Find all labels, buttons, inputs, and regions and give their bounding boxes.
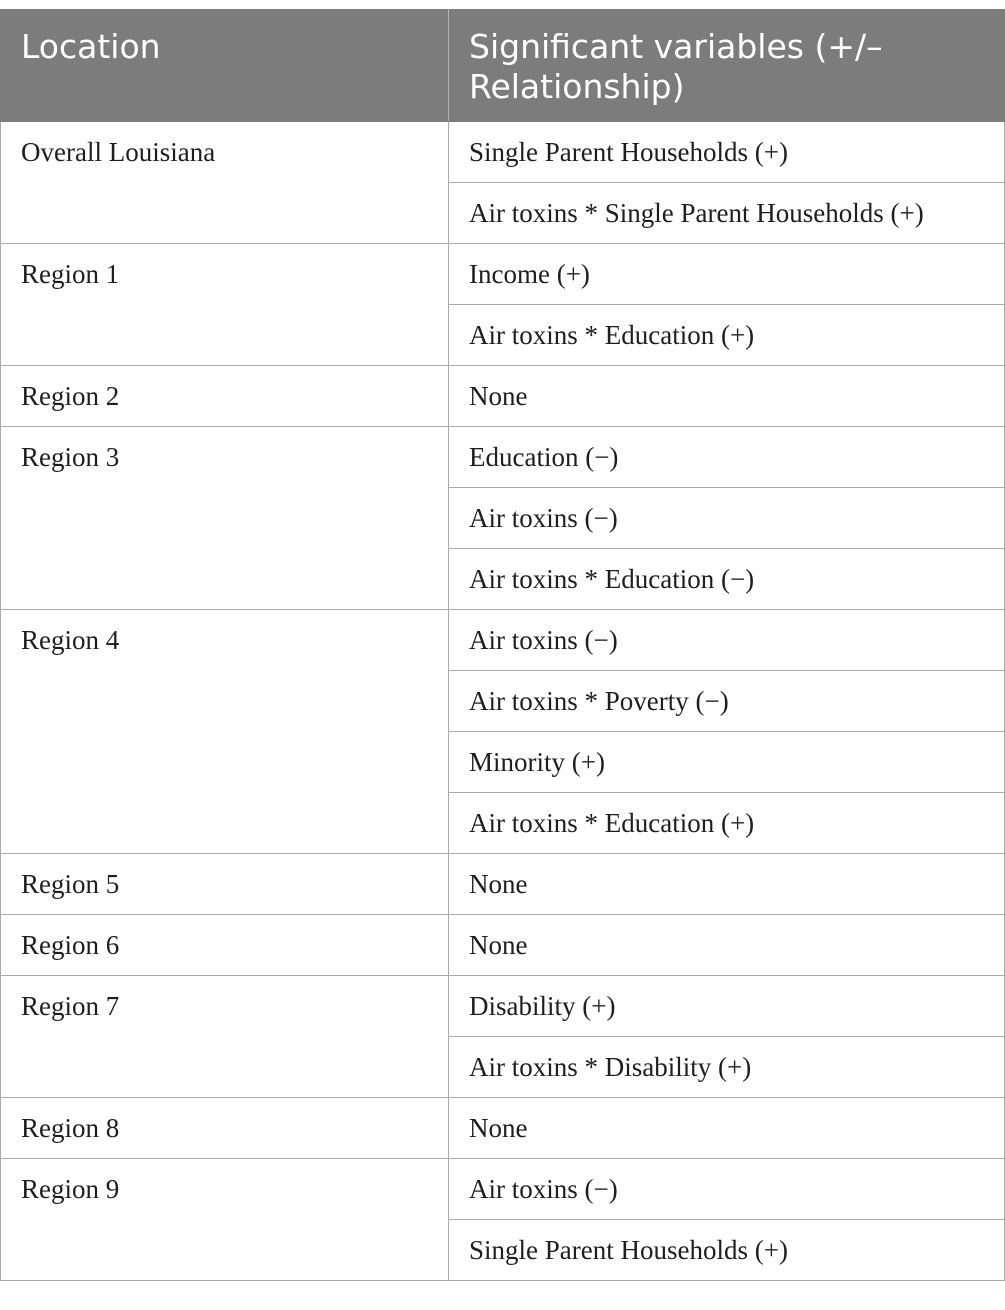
variable-cell: Minority (+) xyxy=(449,732,1005,793)
table-row xyxy=(1,610,1005,671)
variable-cell: Income (+) xyxy=(449,244,1005,305)
location-cell: Region 9 xyxy=(1,1159,449,1281)
variable-cell: Air toxins * Education (+) xyxy=(449,305,1005,366)
variable-cell: Air toxins * Disability (+) xyxy=(449,1037,1005,1098)
table-row xyxy=(1,854,1005,915)
variable-cell: Single Parent Households (+) xyxy=(449,1220,1005,1281)
location-cell: Region 8 xyxy=(1,1098,449,1159)
location-cell: Region 4 xyxy=(1,610,449,854)
table-row xyxy=(1,122,1005,183)
location-cell: Region 7 xyxy=(1,976,449,1098)
variable-cell: Single Parent Households (+) xyxy=(449,122,1005,183)
table-row xyxy=(1,1098,1005,1159)
table-row xyxy=(1,915,1005,976)
variable-cell: Air toxins * Education (−) xyxy=(449,549,1005,610)
header-significant-variables: Significant variables (+/– Relationship) xyxy=(449,10,1005,122)
variable-cell: Air toxins * Single Parent Households (+) xyxy=(449,183,1005,244)
variable-cell: None xyxy=(449,915,1005,976)
variable-cell: Air toxins * Poverty (−) xyxy=(449,671,1005,732)
variable-cell: None xyxy=(449,854,1005,915)
table-body xyxy=(1,122,1005,1281)
location-cell: Overall Louisiana xyxy=(1,122,449,244)
location-cell: Region 5 xyxy=(1,854,449,915)
results-table xyxy=(0,9,1005,1281)
location-cell: Region 1 xyxy=(1,244,449,366)
variable-cell: Education (−) xyxy=(449,427,1005,488)
variable-cell: Air toxins (−) xyxy=(449,1159,1005,1220)
variable-cell: Air toxins * Education (+) xyxy=(449,793,1005,854)
table-row xyxy=(1,976,1005,1037)
location-cell: Region 3 xyxy=(1,427,449,610)
location-cell: Region 6 xyxy=(1,915,449,976)
variable-cell: Air toxins (−) xyxy=(449,488,1005,549)
variable-cell: Disability (+) xyxy=(449,976,1005,1037)
variable-cell: None xyxy=(449,366,1005,427)
variable-cell: None xyxy=(449,1098,1005,1159)
table-row xyxy=(1,244,1005,305)
header-location: Location xyxy=(1,10,449,122)
header-row xyxy=(1,10,1005,122)
table-header xyxy=(1,10,1005,122)
table-row xyxy=(1,1159,1005,1220)
table-row xyxy=(1,366,1005,427)
location-cell: Region 2 xyxy=(1,366,449,427)
variable-cell: Air toxins (−) xyxy=(449,610,1005,671)
table-row xyxy=(1,427,1005,488)
